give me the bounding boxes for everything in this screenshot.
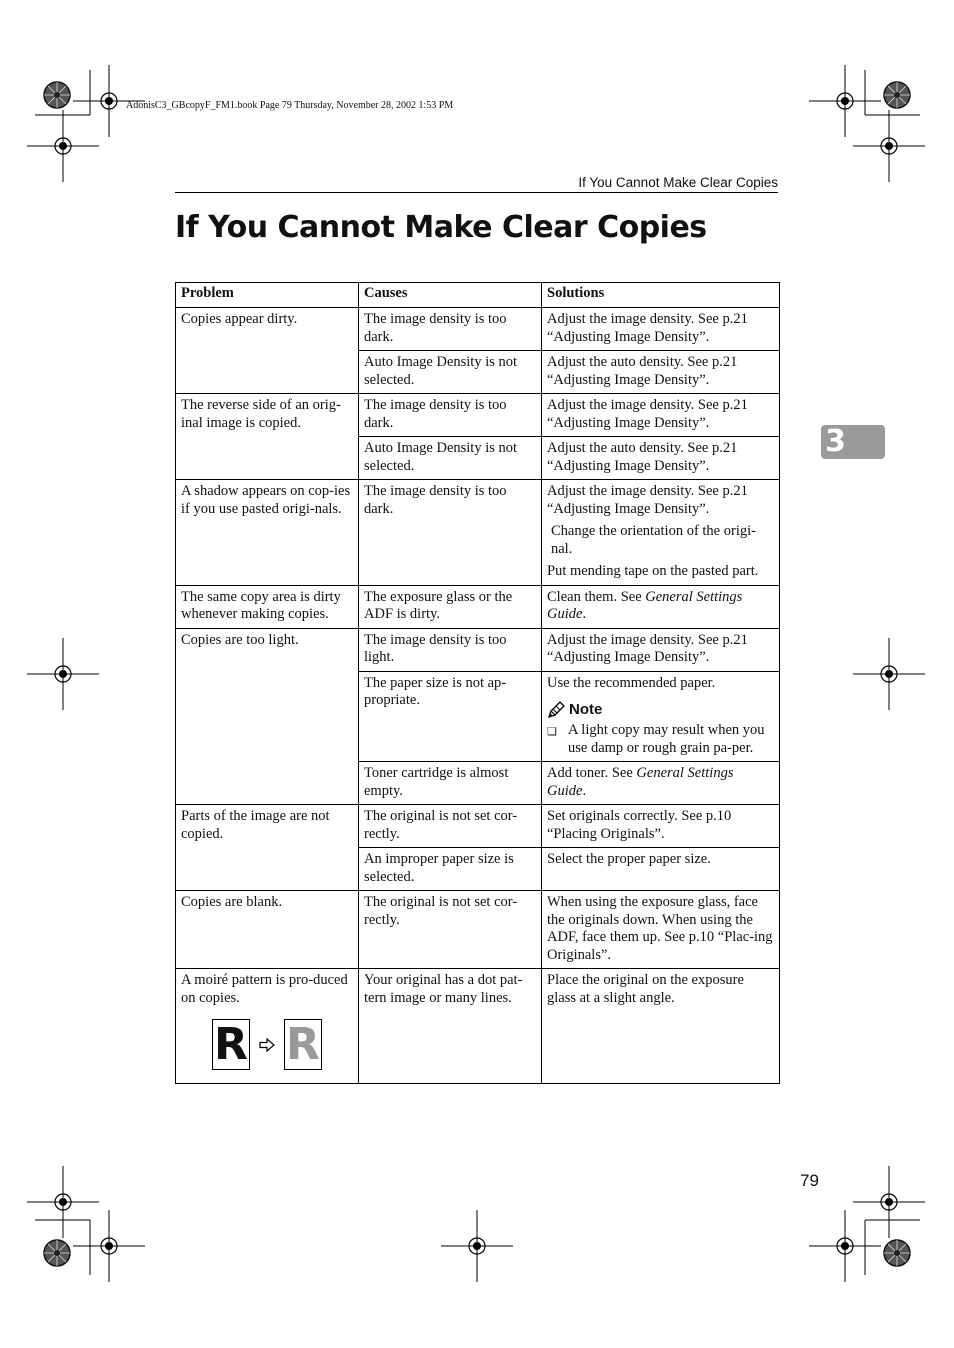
table-row bbox=[176, 480, 780, 586]
table-row bbox=[176, 891, 780, 969]
problem-cell: Copies are blank. bbox=[176, 891, 359, 969]
header-rule bbox=[175, 192, 778, 193]
cause-cell: The original is not set cor-rectly. bbox=[359, 891, 542, 969]
solution-text: Add toner. See bbox=[547, 765, 637, 781]
page-title: If You Cannot Make Clear Copies bbox=[175, 210, 707, 245]
moire-illustration bbox=[212, 1019, 353, 1070]
solution-cell: Adjust the auto density. See p.21 “Adjusting Image Density”. bbox=[542, 437, 780, 480]
header-causes: Causes bbox=[359, 283, 542, 308]
table-row bbox=[176, 585, 780, 628]
chapter-tab bbox=[821, 425, 885, 459]
solution-text-end: . bbox=[582, 782, 587, 799]
problem-cell: Copies appear dirty. bbox=[176, 308, 359, 394]
cause-cell: Your original has a dot pat-tern image or many lines. bbox=[359, 969, 542, 1084]
original-letter-box: R bbox=[212, 1019, 250, 1070]
problem-cell: Copies are too light. bbox=[176, 628, 359, 805]
cause-cell: An improper paper size is selected. bbox=[359, 848, 542, 891]
cause-cell: Auto Image Density is not selected. bbox=[359, 437, 542, 480]
header-solutions: Solutions bbox=[542, 283, 780, 308]
solution-text: Adjust the image density. See p.21 “Adjusting Image Density”. bbox=[547, 483, 748, 517]
moire-letter-box: R bbox=[284, 1019, 322, 1070]
cause-cell: The original is not set cor-rectly. bbox=[359, 805, 542, 848]
table-row bbox=[176, 394, 780, 437]
pencil-note-icon bbox=[547, 701, 567, 719]
solution-cell: Place the original on the exposure glass at a slight angle. bbox=[542, 969, 780, 1084]
solution-cell bbox=[542, 480, 780, 586]
solution-cell: Adjust the image density. See p.21 “Adjusting Image Density”. bbox=[542, 308, 780, 351]
note-text: A light copy may result when you use damp or rough grain pa-per. bbox=[568, 722, 765, 756]
solution-cell bbox=[542, 762, 780, 805]
solution-text: Use the recommended paper. bbox=[547, 674, 716, 691]
solution-cell: Adjust the image density. See p.21 “Adjusting Image Density”. bbox=[542, 394, 780, 437]
solution-text-end: . bbox=[582, 606, 587, 622]
solution-cell bbox=[542, 671, 780, 762]
solution-cell: Select the proper paper size. bbox=[542, 848, 780, 891]
problem-cell: A shadow appears on cop-ies if you use pasted origi-nals. bbox=[176, 480, 359, 586]
problem-cell: The same copy area is dirty whenever making copies. bbox=[176, 585, 359, 628]
table-row bbox=[176, 969, 780, 1084]
header-problem: Problem bbox=[176, 283, 359, 308]
problem-cell: The reverse side of an orig-inal image is copied. bbox=[176, 394, 359, 480]
solution-cell: When using the exposure glass, face the originals down. When using the ADF, face them up. See p.10 “Plac-ing Originals”. bbox=[542, 891, 780, 969]
problem-cell: Parts of the image are not copied. bbox=[176, 805, 359, 891]
book-info-slug: AdonisC3_GBcopyF_FM1.book Page 79 Thursday, November 28, 2002 1:53 PM bbox=[126, 100, 454, 111]
cause-cell: The paper size is not ap-propriate. bbox=[359, 671, 542, 762]
cause-cell: The image density is too dark. bbox=[359, 394, 542, 437]
note-item bbox=[547, 722, 774, 757]
page-number: 79 bbox=[800, 1171, 819, 1190]
solution-cell bbox=[542, 585, 780, 628]
problem-text: A moiré pattern is pro-duced on copies. bbox=[181, 972, 348, 1006]
table-header-row bbox=[176, 283, 780, 308]
table-row bbox=[176, 308, 780, 351]
note-heading bbox=[547, 701, 774, 719]
problem-cell bbox=[176, 969, 359, 1084]
cause-cell: Toner cartridge is almost empty. bbox=[359, 762, 542, 805]
solution-text: Put mending tape on the pasted part. bbox=[547, 563, 759, 579]
solution-cell: Set originals correctly. See p.10 “Placing Originals”. bbox=[542, 805, 780, 848]
hollow-arrow-right-icon bbox=[259, 1038, 275, 1052]
note-label: Note bbox=[569, 701, 603, 719]
cause-cell: The image density is too dark. bbox=[359, 480, 542, 586]
solution-cell: Adjust the image density. See p.21 “Adjusting Image Density”. bbox=[542, 628, 780, 671]
cause-cell: Auto Image Density is not selected. bbox=[359, 351, 542, 394]
cause-cell: The image density is too dark. bbox=[359, 308, 542, 351]
cause-cell: The exposure glass or the ADF is dirty. bbox=[359, 585, 542, 628]
chapter-number: 3 bbox=[825, 424, 846, 459]
solution-text: Change the orientation of the origi-nal. bbox=[551, 523, 756, 557]
manual-reference: General Settings Guide bbox=[547, 588, 743, 622]
table-row bbox=[176, 805, 780, 848]
solution-text: Clean them. See bbox=[547, 588, 646, 605]
cause-cell: The image density is too light. bbox=[359, 628, 542, 671]
running-header: If You Cannot Make Clear Copies bbox=[578, 175, 778, 190]
troubleshooting-table bbox=[175, 282, 780, 1084]
manual-reference: General Settings Guide bbox=[547, 765, 734, 799]
table-row bbox=[176, 628, 780, 671]
checkbox-bullet-icon: ❏ bbox=[547, 726, 557, 738]
solution-cell: Adjust the auto density. See p.21 “Adjusting Image Density”. bbox=[542, 351, 780, 394]
